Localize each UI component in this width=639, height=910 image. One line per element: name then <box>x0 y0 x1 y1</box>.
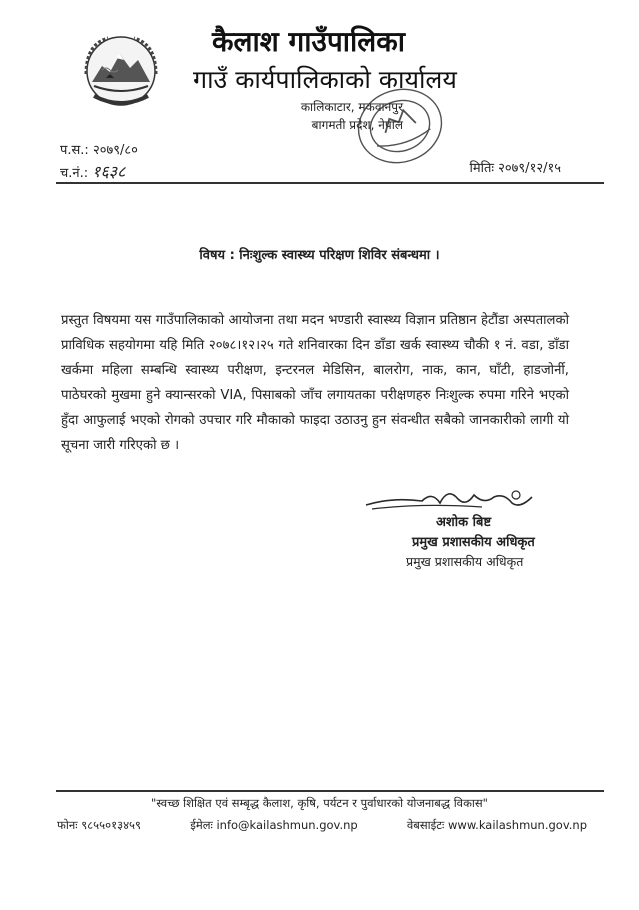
footer-slogan: "स्वच्छ शिक्षित एवं सम्बृद्ध कैलाश, कृषि, पर्यटन र पुर्वाधारको योजनाबद्ध विकास" <box>151 796 488 810</box>
signatory-name: अशोक बिष्ट <box>436 515 492 530</box>
office-subtitle: गाउँ कार्यपालिकाको कार्यालय <box>193 65 457 94</box>
footer-email: ईमेलः info@kailashmun.gov.np <box>190 818 358 832</box>
address-line-1: कालिकाटार, मकवानपुर <box>300 100 403 114</box>
footer-contacts <box>57 818 587 833</box>
header-divider <box>56 182 604 184</box>
footer-divider <box>56 790 604 792</box>
letter-body: प्रस्तुत विषयमा यस गाउँपालिकाको आयोजना तथा मदन भण्डारी स्वास्थ्य विज्ञान प्रतिष्ठान हेटौंडा अस्पतालको प्राविधिक सहयोगमा यहि मिति २०७८।१२।२५ गते शनिवारका दिन डाँडा खर्क स्वास्थ्य चौकी १ नं. वडा, डाँडा खर्कमा महिला सम्बन्धि स्वास्थ्य परीक्षण, इन्टरनल मेडिसिन, बालरोग, नाक, कान, घाँटी, हाडजोर्नी, पाठेघरको मुखमा हुने क्यान्सरको VIA, पिसाबको जाँच लगायतका परीक्षणहरु निःशुल्क रुपमा गरिने भएको हुँदा आफुलाई भएको रोगको उपचार गरि मौकाको फाइदा उठाउनु हुन संवन्धीत सबैको जानकारीको लागी यो सूचना जारी गरिएको छ । <box>61 313 569 453</box>
chalani-label: च.नं.: <box>60 166 89 181</box>
footer-phone: फोनः ९८५५०१३४५९ <box>57 818 142 832</box>
patra-sankhya: प.स.: २०७९/८० <box>60 143 138 158</box>
letter-subject: विषय : निःशुल्क स्वास्थ्य परिक्षण शिविर संबन्धमा । <box>199 248 440 263</box>
office-title: कैलाश गाउँपालिका <box>212 25 406 58</box>
chalani-value: १६३८ <box>92 162 126 181</box>
chalani-number <box>60 160 125 182</box>
office-stamp-icon <box>352 78 448 174</box>
footer-website: वेबसाईटः www.kailashmun.gov.np <box>406 818 587 832</box>
signatory-title-stamp: प्रमुख प्रशासकीय अधिकृत <box>406 554 524 569</box>
letter-date: मितिः २०७९/१२/१५ <box>469 161 561 176</box>
address-line-2: बागमती प्रदेश, नेपाल <box>311 118 403 132</box>
signatory-title: प्रमुख प्रशासकीय अधिकृत <box>412 535 535 550</box>
emblem-icon <box>80 30 162 112</box>
